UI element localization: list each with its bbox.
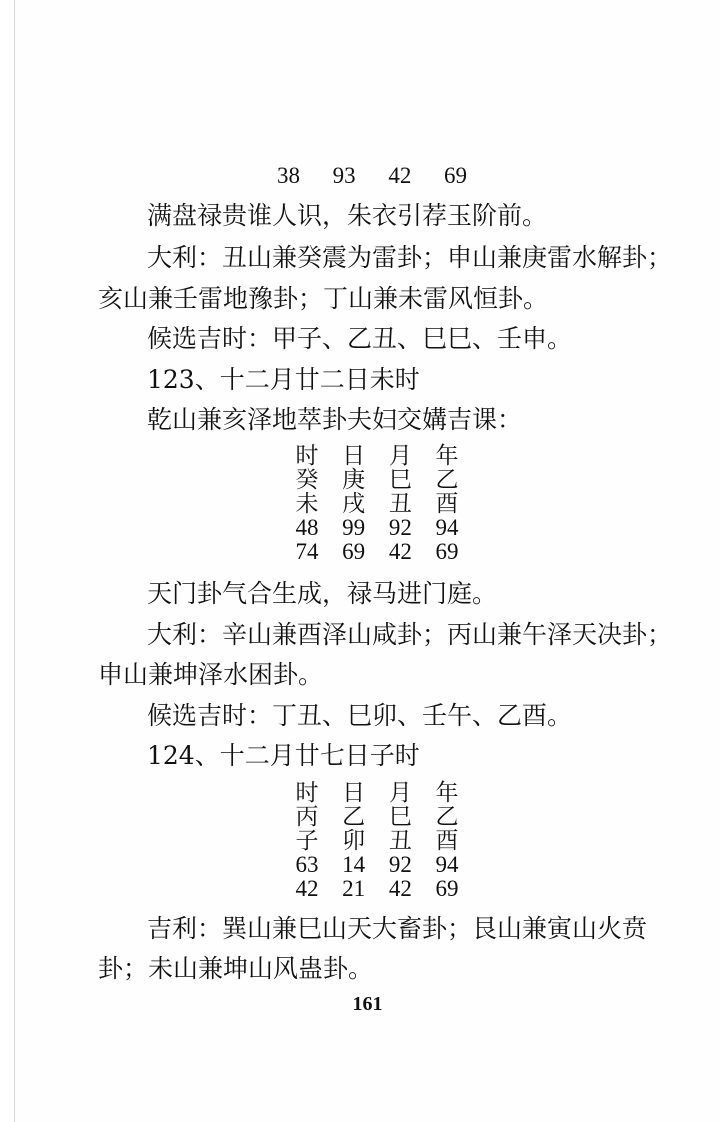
- table-row: [287, 781, 467, 805]
- table-cell: 48: [295, 515, 319, 540]
- table-row: [287, 444, 467, 468]
- table-cell: 94: [435, 515, 459, 540]
- table-cell: 日: [342, 780, 366, 806]
- table-row: [287, 853, 467, 877]
- table-cell: 69: [342, 539, 366, 564]
- table-row: [287, 540, 467, 564]
- pillar-table-124: [287, 781, 467, 901]
- paragraph-dali-line2: 亥山兼壬雷地豫卦；丁山兼未雷风恒卦。: [98, 284, 549, 313]
- table-cell: 69: [435, 876, 459, 901]
- table-cell: 时: [295, 443, 319, 469]
- table-cell: 乙: [435, 804, 459, 830]
- table-cell: 63: [295, 852, 319, 877]
- table-cell: 42: [388, 539, 412, 564]
- table-cell: 42: [388, 876, 412, 901]
- table-cell: 21: [342, 876, 366, 901]
- paragraph-dali-line2: 申山兼坤泽水困卦。: [98, 660, 324, 689]
- table-cell: 日: [342, 443, 366, 469]
- table-cell: 乙: [342, 804, 366, 830]
- number-cell: 93: [332, 163, 356, 188]
- table-cell: 92: [388, 515, 412, 540]
- paragraph-jili-line1: 吉利：巽山兼巳山天大畜卦；艮山兼寅山火贲: [147, 914, 648, 943]
- table-cell: 69: [435, 539, 459, 564]
- top-number-row: [277, 163, 467, 189]
- table-row: [287, 516, 467, 540]
- section-heading-124: 124、十二月廿七日子时: [147, 741, 420, 770]
- table-cell: 99: [342, 515, 366, 540]
- table-cell: 子: [295, 828, 319, 854]
- table-cell: 癸: [295, 467, 319, 493]
- table-cell: 丑: [388, 491, 412, 517]
- paragraph-jili-line2: 卦；未山兼坤山风蛊卦。: [98, 954, 374, 983]
- pillar-table-123: [287, 444, 467, 564]
- table-cell: 未: [295, 491, 319, 517]
- table-cell: 94: [435, 852, 459, 877]
- table-cell: 巳: [388, 467, 412, 493]
- paragraph-dali-line1: 大利：辛山兼酉泽山咸卦；丙山兼午泽天决卦；: [147, 620, 673, 649]
- table-cell: 丑: [388, 828, 412, 854]
- table-cell: 92: [388, 852, 412, 877]
- table-cell: 乙: [435, 467, 459, 493]
- table-row: [287, 468, 467, 492]
- paragraph-verse: 天门卦气合生成，禄马进门庭。: [147, 579, 498, 608]
- table-row: [287, 829, 467, 853]
- table-row: [287, 492, 467, 516]
- table-cell: 月: [388, 780, 412, 806]
- table-cell: 年: [435, 780, 459, 806]
- table-cell: 14: [342, 852, 366, 877]
- number-cell: 42: [388, 163, 412, 188]
- number-cell: 69: [443, 163, 467, 188]
- table-cell: 巳: [388, 804, 412, 830]
- section-subtitle-123: 乾山兼亥泽地萃卦夫妇交媾吉课：: [147, 405, 523, 434]
- table-cell: 卯: [342, 828, 366, 854]
- paragraph-hours: 候选吉时：丁丑、巳卯、壬午、乙酉。: [147, 701, 573, 730]
- book-page: [14, 0, 720, 1122]
- paragraph-hours: 候选吉时：甲子、乙丑、巳巳、壬申。: [147, 324, 573, 353]
- table-row: [287, 877, 467, 901]
- table-cell: 酉: [435, 491, 459, 517]
- table-cell: 丙: [295, 804, 319, 830]
- table-cell: 时: [295, 780, 319, 806]
- table-cell: 戌: [342, 491, 366, 517]
- table-cell: 酉: [435, 828, 459, 854]
- table-cell: 74: [295, 539, 319, 564]
- paragraph-verse: 满盘禄贵谁人识，朱衣引荐玉阶前。: [147, 201, 548, 230]
- paragraph-dali-line1: 大利：丑山兼癸震为雷卦；申山兼庚雷水解卦；: [147, 243, 673, 272]
- table-cell: 庚: [342, 467, 366, 493]
- table-cell: 年: [435, 443, 459, 469]
- section-heading-123: 123、十二月廿二日未时: [147, 365, 420, 394]
- number-cell: 38: [277, 163, 300, 188]
- table-cell: 42: [295, 876, 319, 901]
- page-number: 161: [352, 993, 383, 1015]
- table-row: [287, 805, 467, 829]
- table-cell: 月: [388, 443, 412, 469]
